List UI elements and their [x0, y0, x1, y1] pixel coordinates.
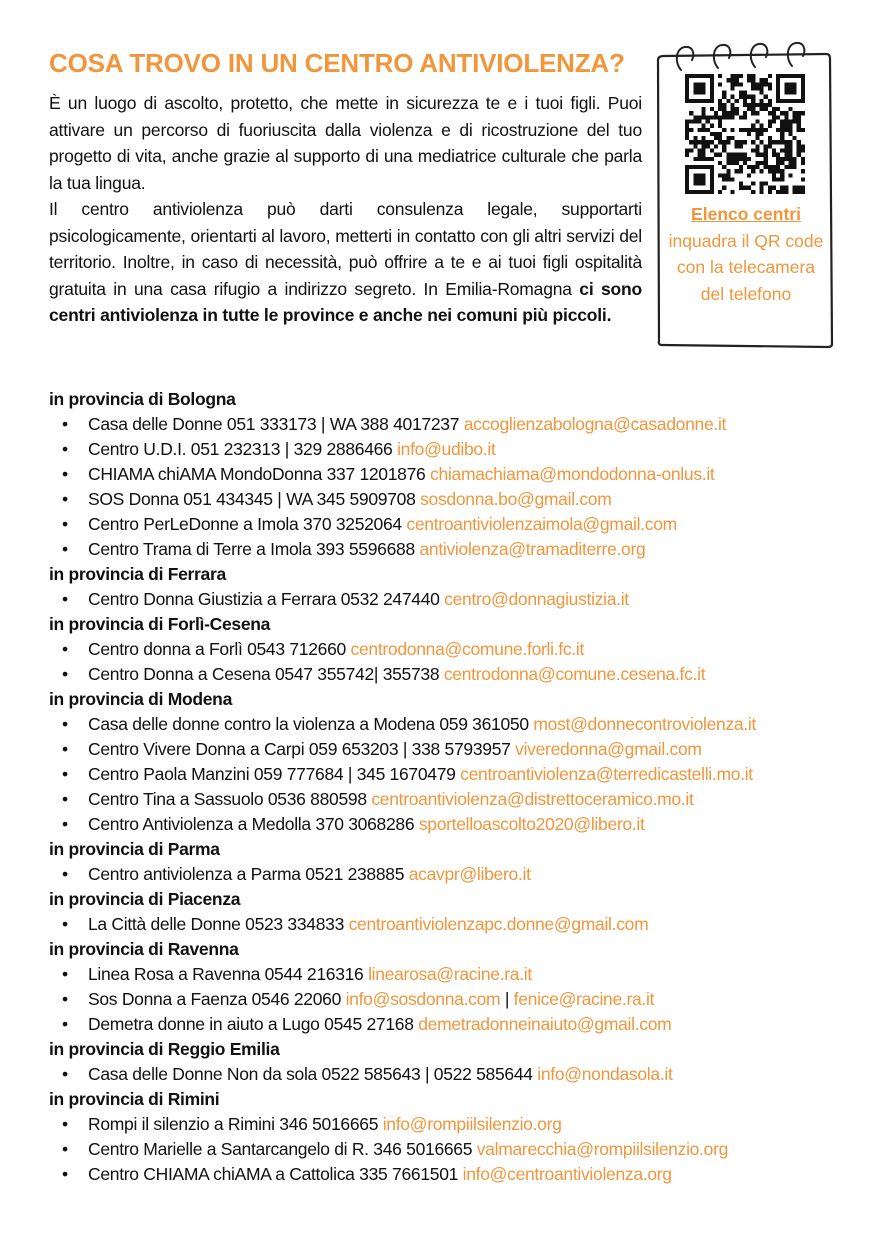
email-link[interactable]: info@rompiilsilenzio.org [382, 1114, 562, 1134]
bullet-icon: • [62, 764, 68, 784]
bullet-icon: • [62, 814, 68, 834]
bullet-icon: • [62, 964, 68, 984]
email-link[interactable]: centrodonna@comune.cesena.fc.it [443, 664, 706, 684]
center-name-phone: CHIAMA chiAMA MondoDonna 337 1201876 [88, 464, 431, 484]
bullet-icon: • [62, 1064, 68, 1084]
center-name-phone: Centro antiviolenza a Parma 0521 238885 [88, 864, 409, 884]
center-name-phone: Demetra donne in aiuto a Lugo 0545 27168 [88, 1014, 419, 1034]
province-heading: in provincia di Modena [49, 689, 233, 709]
email-link[interactable]: linearosa@racine.ra.it [368, 964, 532, 984]
bullet-icon: • [62, 664, 68, 684]
center-name-phone: La Città delle Donne 0523 334833 [88, 914, 349, 934]
center-list-item [49, 862, 864, 887]
center-name-phone: Centro CHIAMA chiAMA a Cattolica 335 7661501 [88, 1164, 463, 1184]
email-link[interactable]: valmarecchia@rompiilsilenzio.org [476, 1139, 729, 1159]
center-name-phone: Centro Marielle a Santarcangelo di R. 346 5016665 [88, 1139, 477, 1159]
bullet-icon: • [62, 489, 68, 509]
email-link[interactable]: info@centroantiviolenza.org [462, 1164, 672, 1184]
center-list-item [49, 512, 864, 537]
center-list-item [49, 962, 864, 987]
email-link[interactable]: centroantiviolenza@distrettoceramico.mo.it [371, 789, 694, 809]
bullet-icon: • [62, 464, 68, 484]
center-name-phone: Rompi il silenzio a Rimini 346 5016665 [88, 1114, 383, 1134]
intro-paragraph-2-bold: ci sono centri antiviolenza in tutte le province e anche nei comuni più piccoli. [49, 278, 642, 325]
center-list-item [49, 987, 864, 1012]
bullet-icon: • [62, 914, 68, 934]
center-list-item [49, 787, 864, 812]
center-list-item [49, 712, 864, 737]
center-list-item [49, 737, 864, 762]
bullet-icon: • [62, 864, 68, 884]
province-heading: in provincia di Forlì-Cesena [49, 614, 271, 634]
qr-instruction: inquadra il QR code con la telecamera del telefono [668, 230, 824, 304]
email-link[interactable]: viveredonna@gmail.com [515, 739, 702, 759]
email-link[interactable]: chiamachiama@mondodonna-onlus.it [430, 464, 715, 484]
bullet-icon: • [62, 414, 68, 434]
center-name-phone: Sos Donna a Faenza 0546 22060 [88, 989, 346, 1009]
email-link[interactable]: fenice@racine.ra.it [513, 989, 655, 1009]
page-title: COSA TROVO IN UN CENTRO ANTIVIOLENZA? [49, 48, 625, 78]
bullet-icon: • [62, 639, 68, 659]
center-name-phone: Centro Trama di Terre a Imola 393 5596688 [88, 539, 420, 559]
province-heading: in provincia di Parma [49, 839, 220, 859]
province-heading: in provincia di Piacenza [49, 889, 241, 909]
center-list-item [49, 1137, 864, 1162]
bullet-icon: • [62, 539, 68, 559]
center-name-phone: Linea Rosa a Ravenna 0544 216316 [88, 964, 369, 984]
center-name-phone: Centro Antiviolenza a Medolla 370 3068286 [88, 814, 419, 834]
intro-paragraph-1: È un luogo di ascolto, protetto, che mette in sicurezza te e i tuoi figli. Puoi attivare un percorso di fuoriuscita dalla violenza e di ricostruzione del tuo progetto di vita, anche grazie al supporto di una mediatrice culturale che parla la tua lingua. [49, 93, 642, 193]
center-name-phone: Centro Tina a Sassuolo 0536 880598 [88, 789, 372, 809]
email-link[interactable]: info@sosdonna.com [345, 989, 501, 1009]
center-name-phone: Centro Donna Giustizia a Ferrara 0532 247440 [88, 589, 445, 609]
bullet-icon: • [62, 589, 68, 609]
qr-notepad [656, 40, 836, 350]
province-heading: in provincia di Reggio Emilia [49, 1039, 280, 1059]
email-link[interactable]: demetradonneinaiuto@gmail.com [418, 1014, 672, 1034]
email-link[interactable]: acavpr@libero.it [408, 864, 531, 884]
center-name-phone: Casa delle donne contro la violenza a Modena 059 361050 [88, 714, 534, 734]
email-link[interactable]: most@donnecontroviolenza.it [533, 714, 757, 734]
email-link[interactable]: info@udibo.it [397, 439, 496, 459]
intro-text [49, 90, 642, 329]
email-separator: | [500, 989, 514, 1009]
email-link[interactable]: sosdonna.bo@gmail.com [420, 489, 612, 509]
center-list-item [49, 462, 864, 487]
center-name-phone: Centro donna a Forlì 0543 712660 [88, 639, 351, 659]
email-link[interactable]: sportelloascolto2020@libero.it [418, 814, 645, 834]
center-list-item [49, 1012, 864, 1037]
email-link[interactable]: accoglienzabologna@casadonne.it [463, 414, 727, 434]
province-heading: in provincia di Ravenna [49, 939, 239, 959]
center-name-phone: Centro Donna a Cesena 0547 355742| 355738 [88, 664, 444, 684]
bullet-icon: • [62, 1014, 68, 1034]
center-name-phone: Centro Vivere Donna a Carpi 059 653203 | 338 5793957 [88, 739, 516, 759]
bullet-icon: • [62, 1164, 68, 1184]
email-link[interactable]: centroantiviolenzaimola@gmail.com [406, 514, 677, 534]
center-list-item [49, 812, 864, 837]
qr-caption [666, 201, 826, 307]
center-list-item [49, 537, 864, 562]
bullet-icon: • [62, 739, 68, 759]
email-link[interactable]: centrodonna@comune.forli.fc.it [350, 639, 585, 659]
intro-paragraph-2-text: Il centro antiviolenza può darti consulenza legale, supportarti psicologicamente, orientarti al lavoro, metterti in contatto con gli altri servizi del territorio. Inoltre, in caso di necessità, può offrire a te e ai tuoi figli ospitalità gratuita in una casa rifugio a indirizzo segreto. In Emilia-Romagna [49, 199, 642, 299]
center-list-item [49, 412, 864, 437]
province-heading: in provincia di Ferrara [49, 564, 226, 584]
center-name-phone: Casa delle Donne Non da sola 0522 585643 | 0522 585644 [88, 1064, 538, 1084]
bullet-icon: • [62, 1114, 68, 1134]
center-list-item [49, 662, 864, 687]
bullet-icon: • [62, 989, 68, 1009]
bullet-icon: • [62, 439, 68, 459]
centers-list [49, 387, 864, 1187]
email-link[interactable]: centroantiviolenzapc.donne@gmail.com [348, 914, 649, 934]
email-link[interactable]: antiviolenza@tramaditerre.org [419, 539, 646, 559]
center-name-phone: Centro Paola Manzini 059 777684 | 345 1670479 [88, 764, 461, 784]
province-heading: in provincia di Rimini [49, 1089, 220, 1109]
center-list-item [49, 1062, 864, 1087]
bullet-icon: • [62, 714, 68, 734]
bullet-icon: • [62, 789, 68, 809]
intro-paragraph-2 [49, 196, 642, 329]
center-name-phone: Centro U.D.I. 051 232313 | 329 2886466 [88, 439, 398, 459]
elenco-centri-link[interactable]: Elenco centri [691, 204, 801, 224]
center-list-item [49, 487, 864, 512]
email-link[interactable]: info@nondasola.it [537, 1064, 673, 1084]
center-list-item [49, 437, 864, 462]
bullet-icon: • [62, 1139, 68, 1159]
center-list-item [49, 587, 864, 612]
center-list-item [49, 1112, 864, 1137]
email-link[interactable]: centroantiviolenza@terredicastelli.mo.it [460, 764, 753, 784]
center-list-item [49, 1162, 864, 1187]
center-list-item [49, 762, 864, 787]
center-name-phone: Centro PerLeDonne a Imola 370 3252064 [88, 514, 407, 534]
qr-code[interactable] [685, 74, 805, 194]
bullet-icon: • [62, 514, 68, 534]
center-list-item [49, 912, 864, 937]
center-name-phone: Casa delle Donne 051 333173 | WA 388 4017237 [88, 414, 464, 434]
center-list-item [49, 637, 864, 662]
center-name-phone: SOS Donna 051 434345 | WA 345 5909708 [88, 489, 421, 509]
email-link[interactable]: centro@donnagiustizia.it [444, 589, 629, 609]
province-heading: in provincia di Bologna [49, 389, 236, 409]
